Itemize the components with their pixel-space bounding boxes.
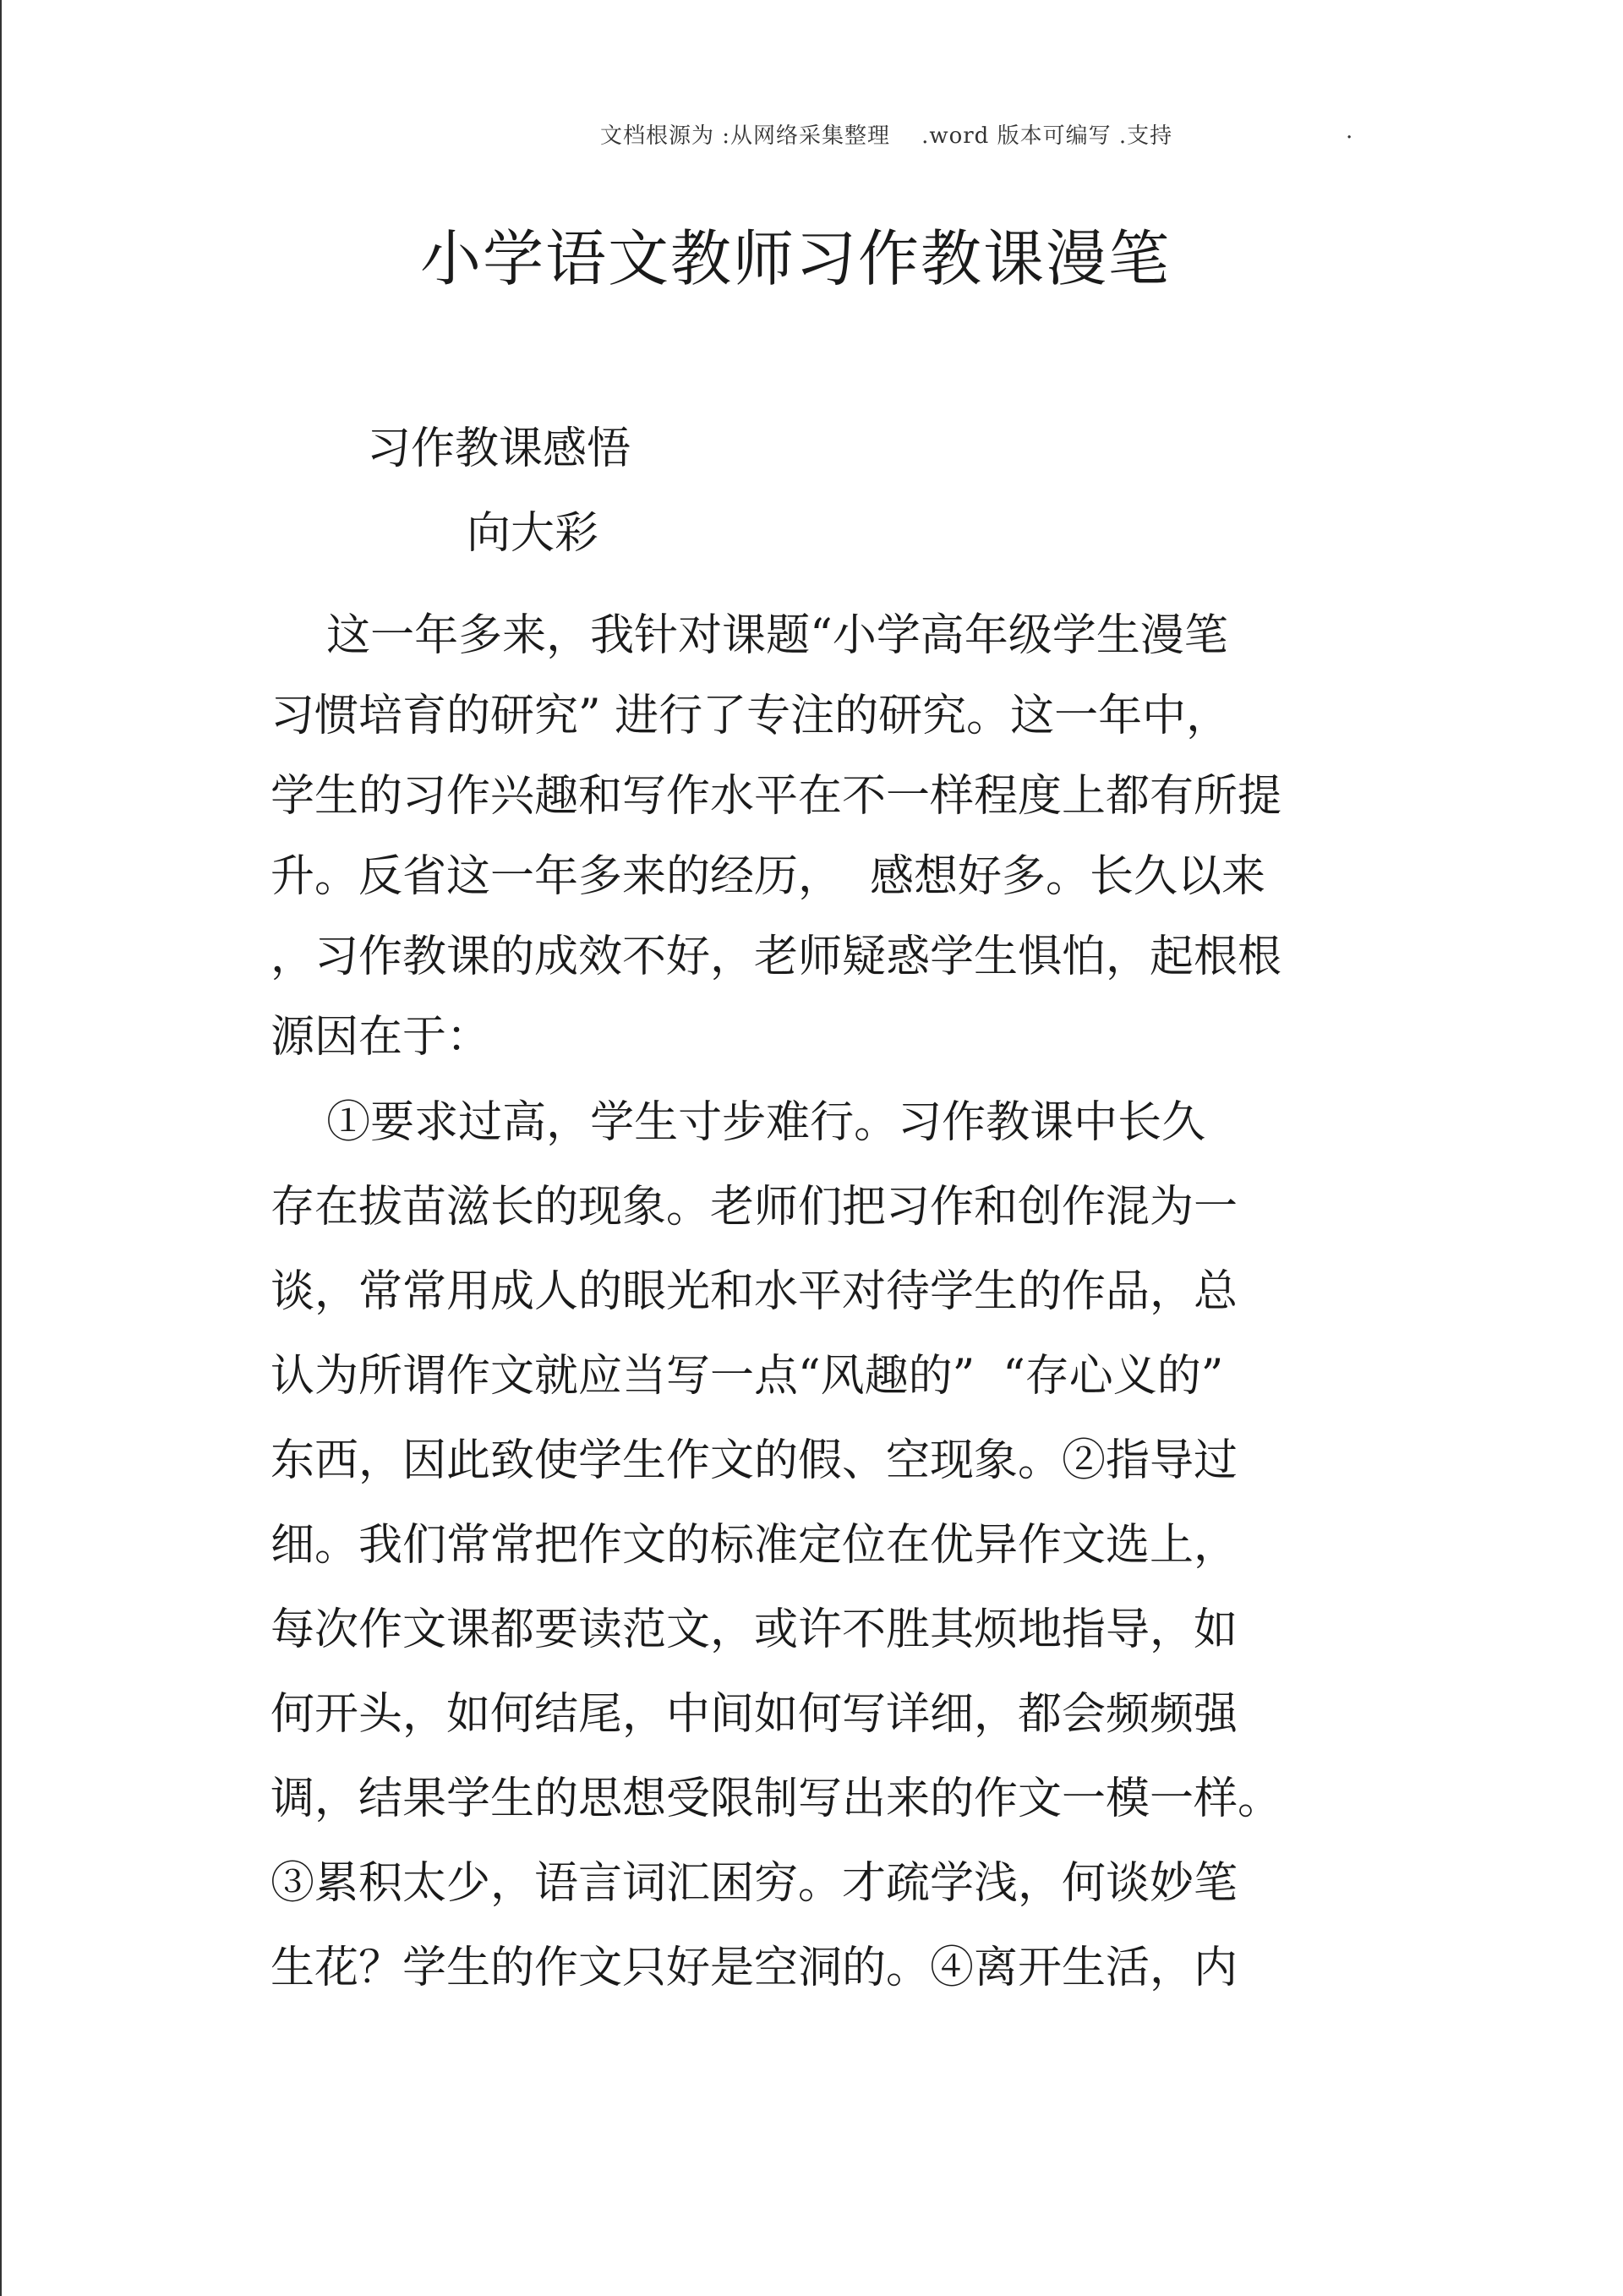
body-line: 升。反省这一年多来的经历， 感想好多。长久以来 (270, 851, 1266, 902)
body-line: ①要求过高，学生寸步难行。习作教课中长久 (270, 1097, 1206, 1148)
body-line: 这一年多来，我针对课题“小学高年级学生漫笔 (270, 610, 1228, 661)
body-line: 何开头，如何结尾，中间如何写详细，都会频频强 (270, 1689, 1238, 1740)
body-line: 存在拔苗滋长的现象。老师们把习作和创作混为一 (270, 1182, 1238, 1233)
body-line: 谈，常常用成人的眼光和水平对待学生的作品，总 (270, 1266, 1238, 1317)
body-line: 调，结果学生的思想受限制写出来的作文一模一样。 (270, 1774, 1282, 1824)
document-author: 向大彩 (467, 508, 599, 559)
body-line: 东西，因此致使学生作文的假、空现象。②指导过 (270, 1435, 1238, 1486)
body-line: 认为所谓作文就应当写一点“风趣的” “存心义的” (270, 1351, 1224, 1402)
body-line: 生花？学生的作文只好是空洞的。④离开生活，内 (270, 1943, 1238, 1993)
body-line: ③累积太少，语言词汇困穷。才疏学浅，何谈妙笔 (270, 1858, 1238, 1909)
body-line: 习惯培育的研究” 进行了专注的研究。这一年中， (270, 691, 1231, 741)
body-line: 学生的习作兴趣和写作水平在不一样程度上都有所提 (270, 771, 1282, 822)
body-line: ，习作教课的成效不好，老师疑惑学生惧怕，起根根 (270, 932, 1282, 982)
header-source-note: 文档根源为 :从网络采集整理 .word 版本可编写 .支持 (600, 123, 1173, 149)
body-line: 源因在于： (270, 1012, 491, 1063)
document-subtitle: 习作教课感悟 (367, 424, 631, 474)
header-trailing-dot: . (1346, 118, 1353, 144)
document-title: 小学语文教师习作教课漫笔 (420, 223, 1172, 294)
body-line: 每次作文课都要读范文，或许不胜其烦地指导，如 (270, 1604, 1238, 1655)
body-line: 细。我们常常把作文的标准定位在优异作文选上， (270, 1520, 1238, 1571)
